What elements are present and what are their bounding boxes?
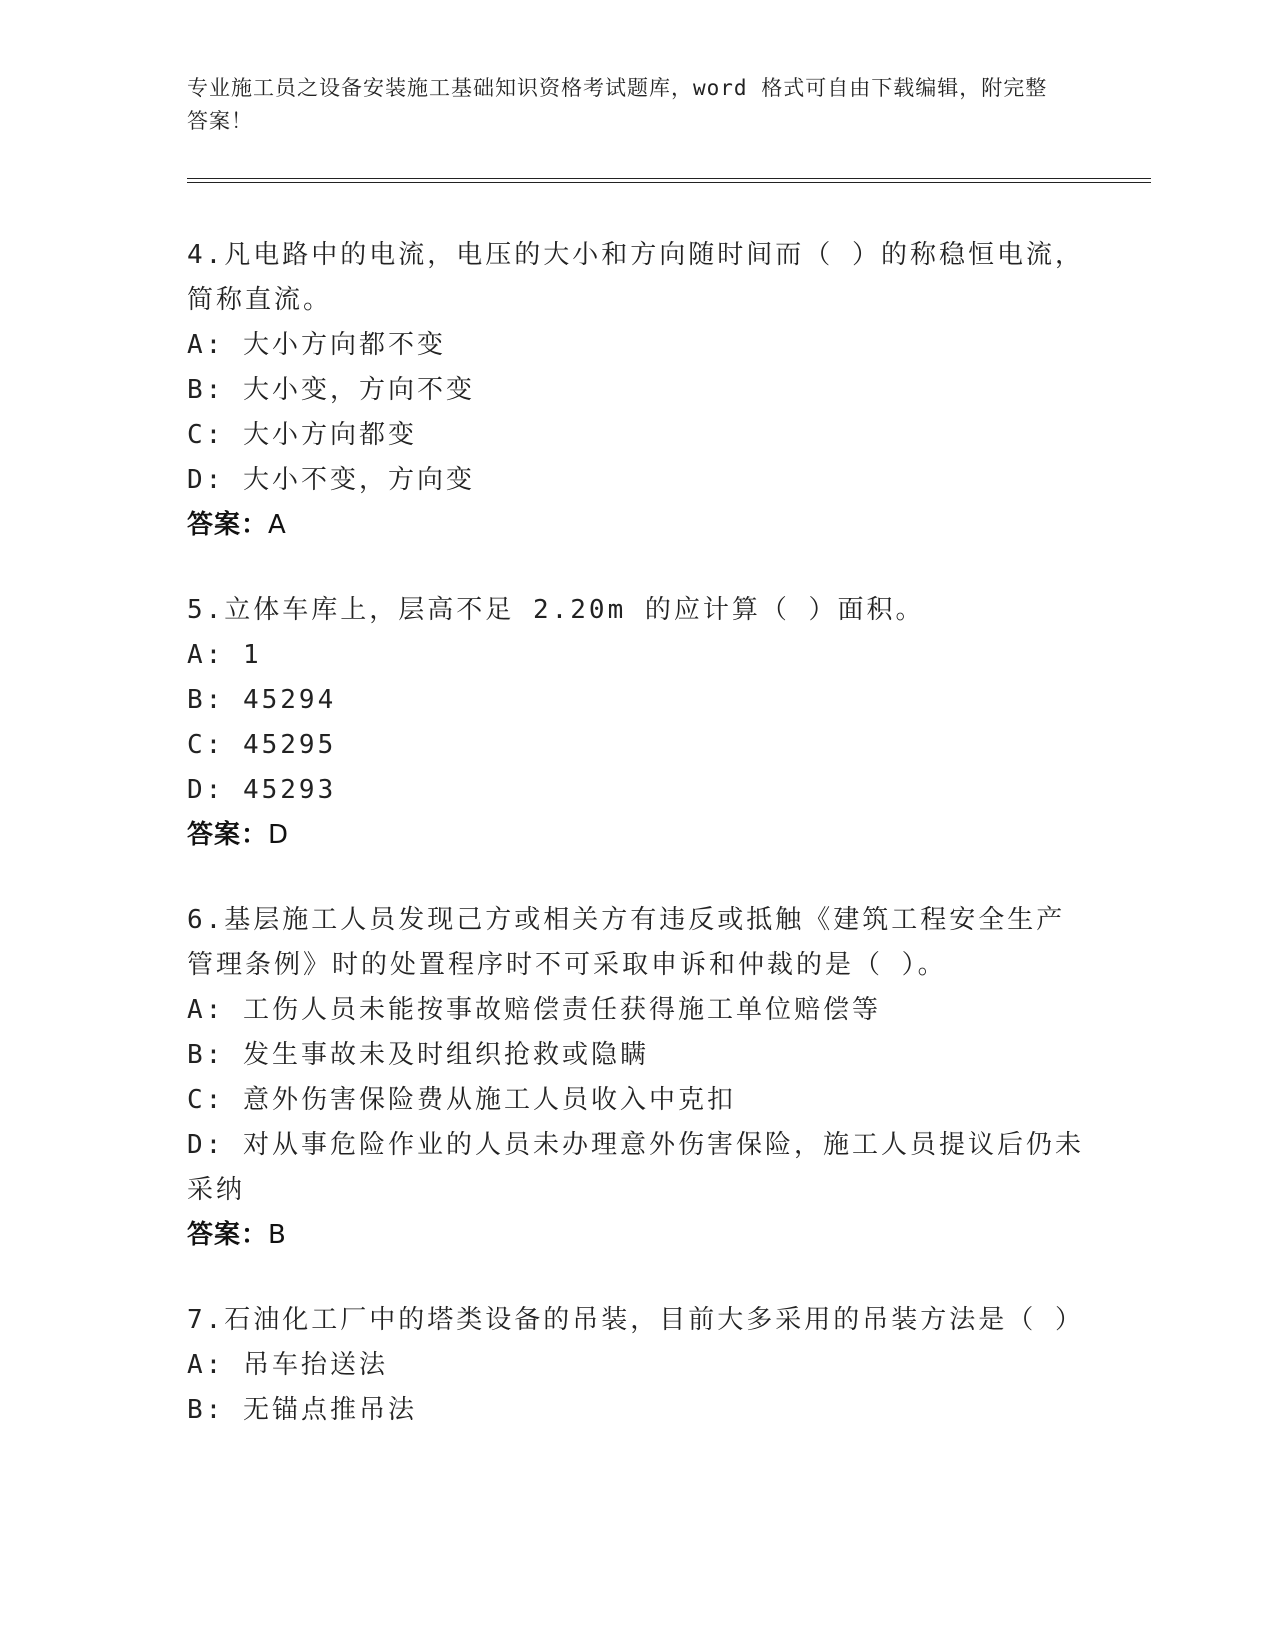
option-a: A: 吊车抬送法 — [187, 1350, 388, 1380]
question-5 — [187, 588, 1087, 858]
question-4 — [187, 233, 1087, 548]
header-rule-top — [187, 178, 1151, 179]
question-7 — [187, 1298, 1087, 1433]
option-b: B: 无锚点推吊法 — [187, 1395, 417, 1425]
option-b: B: 45294 — [187, 685, 337, 715]
question-stem: 5.立体车库上，层高不足 2.20m 的应计算（ ）面积。 — [187, 595, 925, 625]
document-intro: 专业施工员之设备安装施工基础知识资格考试题库，word 格式可自由下载编辑，附完整答案！ — [187, 76, 1048, 133]
answer-line — [187, 1213, 1087, 1258]
question-list — [187, 233, 1087, 1473]
option-b: B: 发生事故未及时组织抢救或隐瞒 — [187, 1040, 649, 1070]
option-a: A: 大小方向都不变 — [187, 330, 446, 360]
header-rule-bottom — [187, 182, 1151, 183]
option-c: C: 意外伤害保险费从施工人员收入中克扣 — [187, 1085, 736, 1115]
option-d: D: 大小不变，方向变 — [187, 465, 475, 495]
answer-value: A — [268, 510, 287, 540]
option-d: D: 对从事危险作业的人员未办理意外伤害保险，施工人员提议后仍未采纳 — [187, 1130, 1084, 1205]
option-b: B: 大小变，方向不变 — [187, 375, 475, 405]
option-c: C: 大小方向都变 — [187, 420, 417, 450]
option-d: D: 45293 — [187, 775, 337, 805]
question-6 — [187, 898, 1087, 1258]
option-a: A: 工伤人员未能按事故赔偿责任获得施工单位赔偿等 — [187, 995, 881, 1025]
question-stem: 7.石油化工厂中的塔类设备的吊装，目前大多采用的吊装方法是（ ） — [187, 1305, 1084, 1335]
answer-label: 答案： — [187, 1220, 269, 1250]
question-stem: 4.凡电路中的电流，电压的大小和方向随时间而（ ）的称稳恒电流，简称直流。 — [187, 240, 1084, 315]
answer-value: B — [268, 1220, 287, 1250]
answer-label: 答案： — [187, 510, 269, 540]
answer-value: D — [268, 820, 290, 850]
answer-line — [187, 813, 1087, 858]
question-stem: 6.基层施工人员发现己方或相关方有违反或抵触《建筑工程安全生产管理条例》时的处置程序时不可采取申诉和仲裁的是（ ）。 — [187, 905, 1066, 980]
answer-line — [187, 503, 1087, 548]
answer-label: 答案： — [187, 820, 269, 850]
option-a: A: 1 — [187, 640, 262, 670]
option-c: C: 45295 — [187, 730, 337, 760]
